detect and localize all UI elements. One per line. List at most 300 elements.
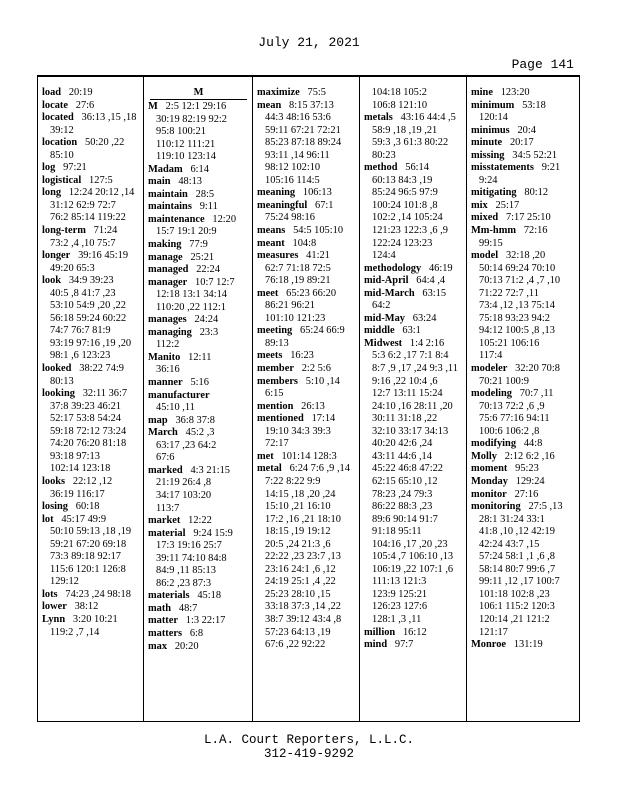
page-line-refs: 2:2 5:6	[301, 363, 331, 375]
index-word: misstatements	[471, 162, 534, 174]
page-line-refs: 34:9 39:23	[68, 275, 114, 287]
index-column-3	[252, 77, 359, 721]
index-entry-first-line	[471, 501, 576, 514]
index-entry-continuation	[471, 263, 576, 276]
index-entry	[364, 112, 463, 162]
index-entry	[148, 528, 249, 591]
index-entry-continuation	[257, 112, 356, 125]
index-entry-first-line	[471, 250, 576, 263]
index-word: looked	[42, 363, 72, 375]
index-word: mid-May	[364, 312, 405, 324]
index-word: maximize	[257, 87, 300, 98]
index-entry-first-line	[471, 137, 576, 150]
index-entry-first-line	[148, 390, 249, 403]
index-entry-first-line	[148, 628, 249, 641]
index-entry	[364, 162, 463, 262]
index-entry-first-line	[148, 176, 249, 189]
index-entry	[471, 639, 576, 652]
index-column-2	[143, 77, 252, 721]
page-line-refs: 100:6 106:2 ,8	[479, 425, 540, 437]
page-line-refs: 102:14 123:18	[50, 463, 111, 475]
index-entry-continuation	[471, 376, 576, 389]
index-entry	[42, 275, 140, 363]
index-entry	[257, 451, 356, 464]
page-line-refs: 16:12	[402, 626, 427, 638]
index-word: minimus	[471, 124, 510, 136]
index-word: mix	[471, 199, 488, 211]
index-entry-continuation	[364, 476, 463, 489]
index-word: lots	[42, 588, 58, 600]
index-word: measures	[257, 250, 299, 262]
page-line-refs: 42:24 43:7 ,15	[479, 538, 540, 550]
index-word: materials	[148, 590, 190, 602]
page-line-refs: 48:7	[178, 602, 198, 614]
index-entry-first-line	[148, 314, 249, 327]
index-entry	[471, 463, 576, 476]
index-entry-first-line	[42, 250, 140, 263]
page-line-refs: 75:6 77:16 94:11	[479, 413, 550, 425]
index-entry-continuation	[257, 526, 356, 539]
index-entry-continuation	[364, 463, 463, 476]
index-entry-continuation	[42, 451, 140, 464]
page-line-refs: 89:13	[265, 337, 289, 349]
index-entry-continuation	[257, 125, 356, 138]
index-entry	[471, 388, 576, 438]
index-entry-first-line	[148, 277, 249, 290]
index-word: missing	[471, 149, 505, 161]
index-entry	[42, 162, 140, 175]
page-line-refs: 53:10 54:9 ,20 ,22	[50, 300, 126, 312]
page-line-refs: 85:23 87:18 89:24	[265, 137, 342, 149]
index-entry	[42, 501, 140, 514]
index-entry	[364, 87, 463, 112]
index-entry	[148, 603, 249, 616]
index-entry-continuation	[257, 539, 356, 552]
page-line-refs: 123:9 125:21	[372, 588, 428, 600]
index-entry-first-line	[257, 87, 356, 100]
index-entry-first-line	[471, 87, 576, 100]
page-line-refs: 129:24	[515, 475, 545, 487]
page-line-refs: 73:4 ,12 ,13 75:14	[479, 300, 555, 312]
index-entry-first-line	[471, 225, 576, 238]
index-entry	[257, 325, 356, 350]
page-line-refs: 20:5 ,24 21:3 ,6	[265, 538, 331, 550]
index-entry-continuation	[257, 438, 356, 451]
page-line-refs: 97:21	[63, 162, 87, 174]
index-entry	[471, 212, 576, 225]
index-entry	[471, 501, 576, 639]
index-word: Monroe	[471, 639, 507, 651]
index-entry-first-line	[148, 590, 249, 603]
index-entry	[364, 263, 463, 276]
index-entry-first-line	[42, 501, 140, 514]
page-line-refs: 32:18 ,20	[505, 250, 546, 262]
index-entry-continuation	[257, 601, 356, 614]
index-entry	[148, 427, 249, 465]
page-line-refs: 36:16	[156, 364, 180, 376]
page-line-refs: 72:16	[523, 225, 548, 237]
page-line-refs: 27:5 ,13	[528, 501, 563, 513]
page-line-refs: 9:11	[199, 201, 218, 213]
index-entry	[148, 377, 249, 390]
page-line-refs: 58:14 80:7 99:6 ,7	[479, 563, 556, 575]
index-entry-first-line	[471, 363, 576, 376]
index-entry-first-line	[471, 476, 576, 489]
index-entry-continuation	[42, 376, 140, 389]
index-entry	[364, 639, 463, 652]
index-entry-continuation	[42, 212, 140, 225]
page-line-refs: 106:8 121:10	[372, 99, 428, 111]
index-entry-continuation	[471, 589, 576, 602]
index-word: manage	[148, 251, 183, 263]
index-entry-continuation	[42, 627, 140, 640]
index-entry	[257, 401, 356, 414]
page-date: July 21, 2021	[258, 35, 360, 50]
index-entry-first-line	[148, 189, 249, 202]
page-line-refs: 45:18	[197, 590, 222, 602]
page-line-refs: 2:12 6:2 ,16	[504, 450, 555, 462]
page-line-refs: 121:23 122:3 ,6 ,9	[372, 225, 448, 237]
page-line-refs: 94:12 100:5 ,8 ,13	[479, 325, 555, 337]
index-entry-continuation	[257, 137, 356, 150]
page-line-refs: 39:12	[50, 124, 74, 136]
index-word: modeler	[471, 363, 508, 375]
index-word: moment	[471, 463, 508, 475]
index-entry-first-line	[42, 162, 140, 175]
index-entry-continuation	[257, 576, 356, 589]
index-entry	[471, 87, 576, 100]
page-line-refs: 17:14	[311, 413, 336, 425]
index-entry-first-line	[471, 125, 576, 138]
index-entry-continuation	[364, 551, 463, 564]
page-line-refs: 23:16 24:1 ,6 ,12	[265, 563, 336, 575]
index-entry-continuation	[257, 614, 356, 627]
page-line-refs: 120:14	[479, 112, 508, 124]
index-word: look	[42, 275, 62, 287]
page-line-refs: 25:21	[190, 251, 215, 263]
page-line-refs: 131:19	[513, 639, 543, 651]
page-line-refs: 73:2 ,4 ,10 75:7	[50, 237, 116, 249]
index-word: middle	[364, 325, 395, 337]
page-line-refs: 124:4	[372, 250, 396, 262]
index-entry-first-line	[42, 225, 140, 238]
index-word: meeting	[257, 325, 293, 337]
index-entry-first-line	[148, 515, 249, 528]
page-line-refs: 34:5 52:21	[512, 149, 558, 161]
page-line-refs: 70:7 ,11	[519, 388, 554, 400]
index-word: M	[148, 101, 158, 112]
page-line-refs: 106:13	[302, 187, 332, 199]
index-entry-continuation	[42, 463, 140, 476]
index-entry-continuation	[364, 350, 463, 363]
page-line-refs: 23:3	[199, 326, 219, 338]
index-entry-continuation	[471, 526, 576, 539]
index-entry-first-line	[148, 327, 249, 340]
index-word: material	[148, 527, 186, 539]
page-line-refs: 101:18 102:8 ,23	[479, 588, 550, 600]
index-entry	[364, 288, 463, 313]
index-entry-first-line	[471, 200, 576, 213]
page-line-refs: 56:14	[405, 162, 429, 174]
index-entry-continuation	[148, 477, 249, 490]
page-line-refs: 123:20	[500, 87, 530, 98]
page-line-refs: 30:11 31:18 ,22	[372, 413, 438, 425]
page-line-refs: 26:13	[301, 400, 325, 412]
index-entry-continuation	[364, 125, 463, 138]
page-line-refs: 43:11 44:6 ,14	[372, 450, 432, 462]
index-entry-first-line	[148, 615, 249, 628]
index-entry-continuation	[42, 150, 140, 163]
index-entry	[42, 87, 140, 100]
index-entry-continuation	[471, 576, 576, 589]
page-line-refs: 126:23 127:6	[372, 601, 428, 613]
index-entry-first-line	[471, 639, 576, 652]
page-line-refs: 54:5 105:10	[293, 225, 344, 237]
index-entry-first-line	[471, 212, 576, 225]
page-line-refs: 85:10	[50, 149, 74, 161]
index-entry	[148, 252, 249, 265]
page-line-refs: 9:24	[479, 174, 498, 186]
index-entry	[471, 100, 576, 125]
page-line-refs: 5:3 6:2 ,17 7:1 8:4	[372, 350, 449, 362]
page-line-refs: 24:19 25:1 ,4 ,22	[265, 576, 336, 588]
index-word: locate	[42, 99, 68, 111]
page-line-refs: 22:12 ,12	[72, 475, 113, 487]
page-line-refs: 44:3 48:16 53:6	[265, 112, 331, 124]
index-entry	[42, 137, 140, 162]
index-word: Lynn	[42, 613, 66, 625]
page-line-refs: 59:11 67:21 72:21	[265, 124, 341, 136]
index-entry-continuation	[42, 325, 140, 338]
page-line-refs: 45:10 ,11	[156, 402, 195, 414]
page-line-refs: 80:23	[372, 149, 396, 161]
index-entry	[148, 327, 249, 352]
index-word: looking	[42, 388, 75, 400]
index-word: main	[148, 176, 171, 188]
index-entry	[148, 201, 249, 214]
index-entry-continuation	[471, 300, 576, 313]
index-entry-first-line	[148, 101, 249, 114]
index-column-4	[359, 77, 466, 721]
index-word: metal	[257, 463, 282, 475]
page-line-refs: 104:16 ,17 ,20 ,23	[372, 538, 448, 550]
page-line-refs: 86:22 88:3 ,23	[372, 501, 433, 513]
index-entry-continuation	[42, 564, 140, 577]
index-word: manager	[148, 276, 188, 288]
index-entry-continuation	[148, 440, 249, 453]
page-line-refs: 60:18	[75, 501, 100, 513]
index-word: maintains	[148, 201, 192, 213]
index-entry-continuation	[148, 578, 249, 591]
index-entry-first-line	[471, 162, 576, 175]
index-entry	[42, 614, 140, 639]
page-line-refs: 73:3 89:18 92:17	[50, 551, 122, 563]
page-line-refs: 28:1 31:24 33:1	[479, 513, 545, 525]
index-entry-continuation	[42, 551, 140, 564]
index-word: monitoring	[471, 501, 521, 513]
index-word: logistical	[42, 174, 82, 186]
page-line-refs: 62:15 65:10 ,12	[372, 475, 438, 487]
index-word: mentioned	[257, 413, 304, 425]
index-word: Midwest	[364, 337, 403, 349]
page-line-refs: 9:21	[541, 162, 561, 174]
page-line-refs: 100:24 101:8 ,8	[372, 199, 438, 211]
index-entry	[42, 363, 140, 388]
index-word: meets	[257, 350, 283, 362]
index-entry-continuation	[148, 126, 249, 139]
index-entry-continuation	[42, 200, 140, 213]
index-entry-continuation	[471, 238, 576, 251]
page-line-refs: 105:21 106:16	[479, 337, 540, 349]
page-line-refs: 72:17	[265, 438, 289, 450]
section-letter-heading: M	[150, 87, 247, 100]
index-entry	[471, 125, 576, 138]
index-entry-continuation	[257, 162, 356, 175]
index-entry-first-line	[471, 150, 576, 163]
index-entry	[471, 150, 576, 163]
page-line-refs: 10:7 12:7	[195, 276, 235, 288]
index-entry-continuation	[42, 263, 140, 276]
page-line-refs: 86:21 96:21	[265, 300, 315, 312]
index-column-5	[466, 77, 579, 721]
page-line-refs: 70:21 100:9	[479, 375, 529, 387]
index-entry-first-line	[257, 463, 356, 476]
page-line-refs: 102:2 ,14 105:24	[372, 212, 443, 224]
index-entry-first-line	[364, 87, 463, 100]
index-entry-first-line	[257, 225, 356, 238]
index-entry	[257, 225, 356, 238]
index-entry-continuation	[42, 313, 140, 326]
page-line-refs: 5:10 ,14	[305, 375, 340, 387]
page-line-refs: 105:4 ,7 106:10 ,13	[372, 551, 454, 563]
page-line-refs: 77:9	[189, 239, 208, 251]
page-line-refs: 17:3 19:16 25:7	[156, 540, 222, 552]
page-line-refs: 18:15 ,19 19:12	[265, 526, 331, 538]
index-entry-continuation	[257, 589, 356, 602]
page-line-refs: 86:2 ,23 87:3	[156, 577, 212, 589]
index-entry-first-line	[42, 100, 140, 113]
index-entry-first-line	[471, 100, 576, 113]
index-entry-continuation	[364, 388, 463, 401]
index-entry-continuation	[364, 363, 463, 376]
index-entry-first-line	[42, 601, 140, 614]
index-entry-continuation	[364, 225, 463, 238]
page-line-refs: 49:20 65:3	[50, 262, 95, 274]
index-entry	[257, 87, 356, 100]
page-line-refs: 57:23 64:13 ,19	[265, 626, 331, 638]
index-entry-continuation	[471, 325, 576, 338]
index-entry	[148, 615, 249, 628]
index-entry-continuation	[148, 540, 249, 553]
page-line-refs: 27:16	[514, 488, 539, 500]
index-entry-first-line	[257, 238, 356, 251]
index-entry-continuation	[257, 275, 356, 288]
index-entry-first-line	[42, 589, 140, 602]
index-entry-first-line	[364, 112, 463, 125]
index-word: Molly	[471, 450, 497, 462]
page-line-refs: 122:24 123:23	[372, 237, 433, 249]
index-entry-first-line	[257, 363, 356, 376]
index-entry-continuation	[42, 401, 140, 414]
index-entry-first-line	[148, 264, 249, 277]
index-entry-first-line	[257, 250, 356, 263]
page-line-refs: 75:5	[307, 87, 326, 98]
page-line-refs: 120:14 ,21 121:2	[479, 613, 550, 625]
index-entry-continuation	[364, 100, 463, 113]
index-entry-first-line	[471, 438, 576, 451]
index-entry-first-line	[471, 388, 576, 401]
index-word: million	[364, 626, 396, 638]
page-line-refs: 119:10 123:14	[156, 151, 216, 163]
index-entry	[257, 376, 356, 401]
word-index-table	[37, 75, 580, 722]
page-line-refs: 15:7 19:1 20:9	[156, 226, 217, 238]
index-entry-continuation	[257, 639, 356, 652]
index-word: lower	[42, 601, 67, 613]
page-line-refs: 128:1 ,3 ,11	[372, 613, 422, 625]
page-line-refs: 27:6	[75, 99, 95, 111]
index-entry	[257, 463, 356, 651]
page-line-refs: 46:19	[428, 262, 453, 274]
index-entry-first-line	[257, 288, 356, 301]
page-line-refs: 52:17 53:8 54:24	[50, 413, 122, 425]
page-line-refs: 8:7 ,9 ,17 ,24 9:3 ,11	[372, 363, 458, 375]
index-entry-continuation	[364, 238, 463, 251]
page-line-refs: 121:17	[479, 626, 508, 638]
index-entry-continuation	[471, 514, 576, 527]
page-line-refs: 117:4	[479, 350, 503, 362]
page-line-refs: 63:1	[402, 325, 421, 337]
index-entry-continuation	[148, 553, 249, 566]
index-entry-continuation	[257, 514, 356, 527]
index-entry-continuation	[257, 501, 356, 514]
page-line-refs: 119:2 ,7 ,14	[50, 626, 100, 638]
page-line-refs: 37:8 39:23 46:21	[50, 400, 122, 412]
index-entry	[471, 489, 576, 502]
index-entry	[148, 277, 249, 315]
index-entry	[257, 350, 356, 363]
page-line-refs: 115:6 120:1 126:8	[50, 563, 126, 575]
index-entry-first-line	[257, 413, 356, 426]
index-entry	[471, 200, 576, 213]
page-line-refs: 25:17	[495, 199, 520, 211]
index-word: losing	[42, 501, 68, 513]
index-entry	[42, 112, 140, 137]
page-line-refs: 30:19 82:19 92:2	[156, 113, 228, 125]
index-word: mixed	[471, 212, 499, 224]
page-line-refs: 64:4 ,4	[416, 275, 446, 287]
index-entry	[42, 175, 140, 188]
index-entry	[471, 250, 576, 363]
index-entry-continuation	[364, 376, 463, 389]
page-line-refs: 39:16 45:19	[78, 250, 129, 262]
page-line-refs: 78:23 ,24 79:3	[372, 488, 433, 500]
index-entry-first-line	[42, 275, 140, 288]
index-word: minimum	[471, 99, 515, 111]
index-entry-continuation	[148, 565, 249, 578]
index-entry-continuation	[364, 300, 463, 313]
index-entry	[42, 388, 140, 476]
page-line-refs: 38:7 39:12 43:4 ,8	[265, 613, 342, 625]
index-entry	[148, 641, 249, 654]
index-entry-first-line	[148, 164, 249, 177]
index-entry-continuation	[471, 401, 576, 414]
index-entry-first-line	[364, 162, 463, 175]
index-entry	[42, 589, 140, 602]
index-word: met	[257, 450, 274, 462]
index-entry	[471, 187, 576, 200]
index-word: March	[148, 427, 178, 439]
